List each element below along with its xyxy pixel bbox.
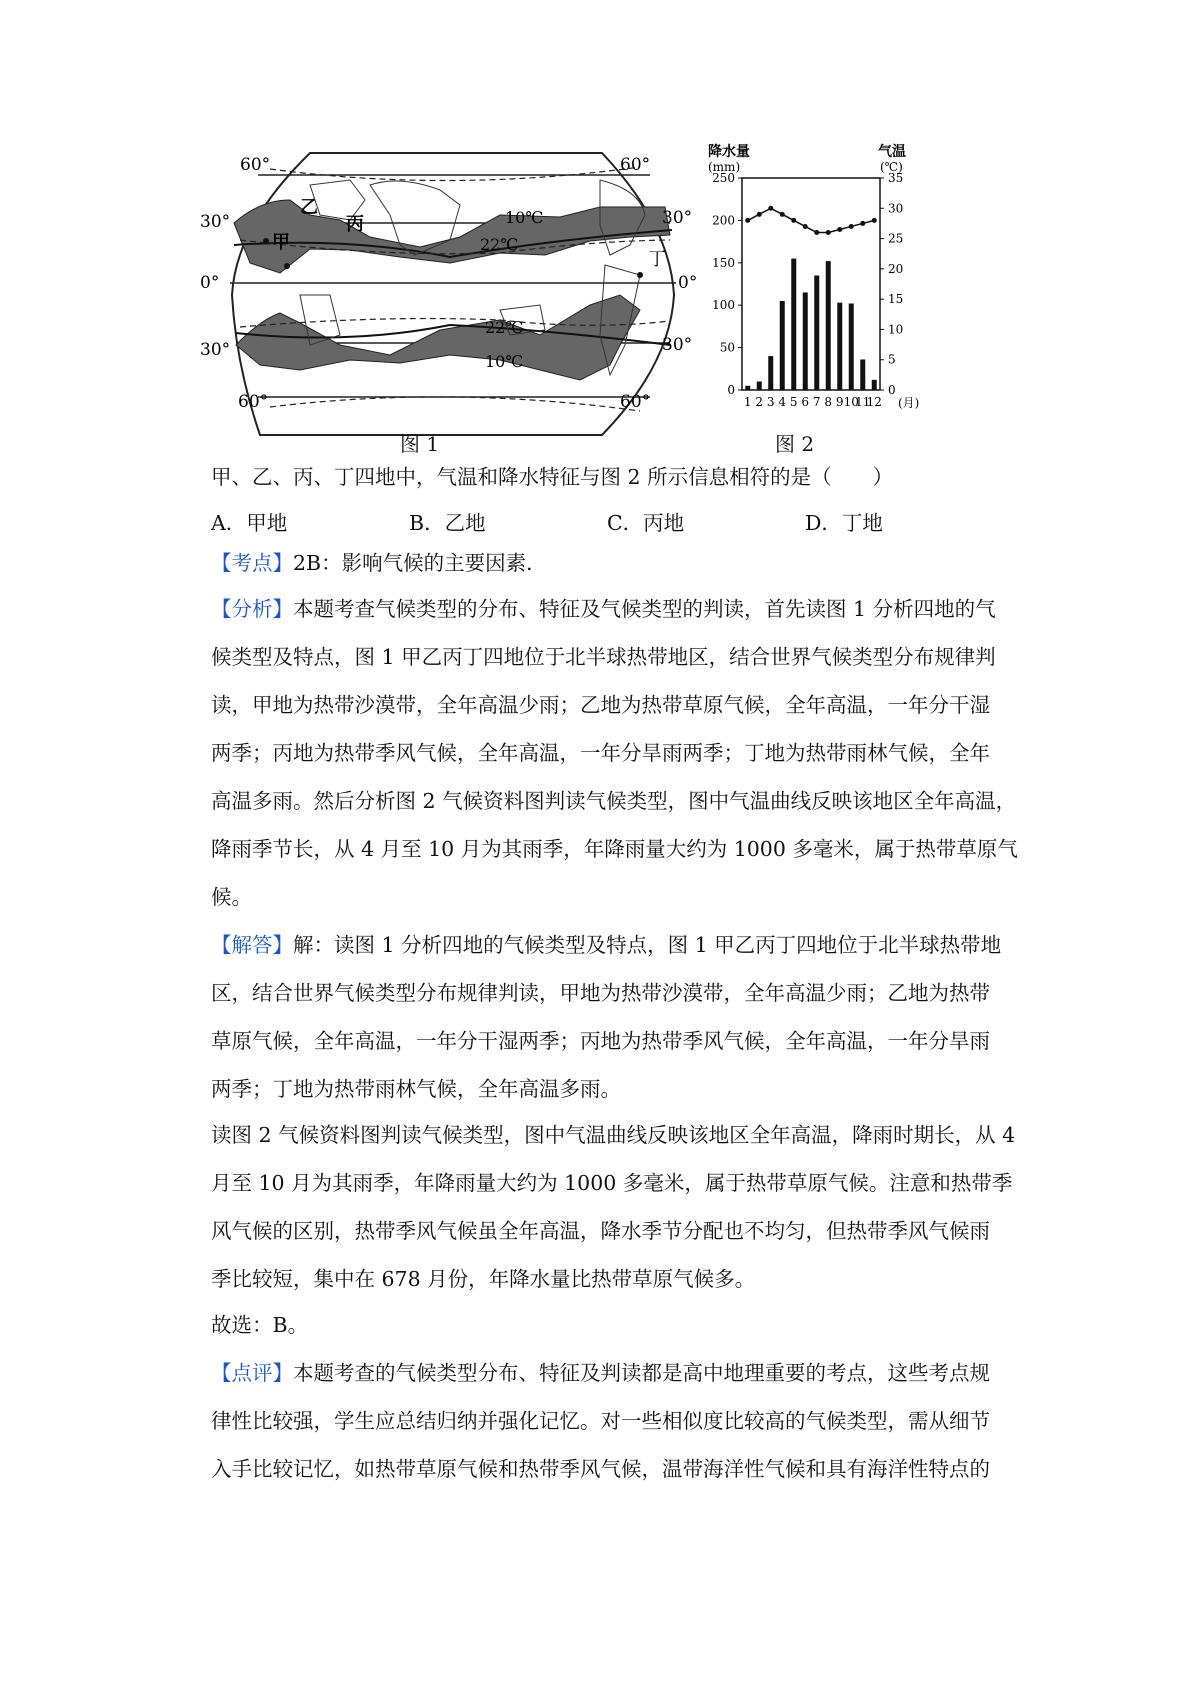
left-axis-tick-label: 200: [712, 213, 735, 228]
temperature-line: [748, 208, 875, 232]
month-tick-label: 6: [801, 395, 810, 409]
left-axis-tick-label: 100: [712, 298, 735, 313]
dianping-line-1: 律性比较强，学生应总结归纳并强化记忆。对一些相似度比较高的气候类型，需从细节: [211, 1409, 990, 1433]
jieda-line-7: 季比较短，集中在 678 月份，年降水量比热带草原气候多。: [211, 1267, 756, 1291]
chart-plot-frame: [742, 178, 880, 390]
precip-bar: [780, 301, 785, 390]
isotherm-label-s10: 10℃: [485, 352, 524, 371]
right-axis-tick-label: 35: [888, 171, 904, 185]
option-d: D．丁地: [805, 511, 883, 535]
lat-label-s30-right: 30°: [662, 335, 693, 355]
lat-label-n60-left: 60°: [240, 155, 271, 175]
option-a: A．甲地: [211, 511, 288, 535]
month-tick-label: 9: [835, 395, 844, 409]
month-tick-label: 4: [778, 395, 787, 409]
jieda-line-6: 风气候的区别，热带季风气候虽全年高温，降水季节分配也不均匀，但热带季风气候雨: [211, 1219, 990, 1243]
precip-bar: [791, 259, 796, 390]
precip-bar: [814, 276, 819, 390]
month-tick-label: 5: [789, 395, 798, 409]
kaodian-line: [211, 548, 1031, 578]
month-tick-label: 12: [866, 395, 882, 409]
chart-month-suffix: (月): [898, 396, 920, 410]
precip-bar: [745, 386, 750, 390]
temperature-point: [745, 218, 750, 223]
jieda-line-5: 月至 10 月为其雨季，年降雨量大约为 1000 多毫米，属于热带草原气候。注意和热带季: [211, 1171, 1013, 1195]
place-label-bing: 丙: [346, 214, 364, 235]
month-tick-label: 1: [743, 395, 752, 409]
jieda-line-3: 两季；丁地为热带雨林气候，全年高温多雨。: [211, 1077, 621, 1101]
temperature-point: [791, 218, 796, 223]
fenxi-line-4: 高温多雨。然后分析图 2 气候资料图判读气候类型，图中气温曲线反映该地区全年高温，: [211, 789, 1017, 813]
left-axis-tick-label: 0: [727, 383, 735, 397]
precip-bar: [757, 382, 762, 390]
place-label-jia: 甲: [272, 232, 290, 253]
chart-left-unit: (mm): [708, 160, 741, 174]
precip-bar: [768, 356, 773, 390]
fenxi-line-0: [211, 594, 1031, 624]
figure2-climate-chart: [700, 140, 930, 415]
precip-bar: [837, 303, 842, 390]
figure2-caption: 图 2: [775, 432, 815, 456]
isotherm-label-n22: 22℃: [480, 235, 519, 254]
right-axis-tick-label: 10: [888, 322, 904, 337]
temperature-point: [872, 218, 877, 223]
lat-label-n30-right: 30°: [662, 208, 693, 228]
fenxi-line-3: 两季；丙地为热带季风气候，全年高温，一年分旱雨两季；丁地为热带雨林气候，全年: [211, 741, 990, 765]
right-axis-tick-label: 15: [888, 292, 904, 307]
lat-label-s60-left: 60°: [238, 392, 269, 412]
temperature-point: [780, 212, 785, 217]
kaodian-text: 2B：影响气候的主要因素．: [293, 551, 547, 575]
lat-label-n30-left: 30°: [200, 212, 231, 232]
temperature-point: [768, 206, 773, 211]
month-tick-label: 3: [766, 395, 775, 409]
temperature-point: [860, 221, 865, 226]
dianping-tag: 【点评】: [211, 1361, 293, 1385]
right-axis-tick-label: 5: [888, 352, 896, 367]
jieda-text-0: 解：读图 1 分析四地的气候类型及特点，图 1 甲乙丙丁四地位于北半球热带地: [293, 933, 1002, 957]
precip-bar: [860, 359, 865, 390]
isotherm-label-n10: 10℃: [505, 208, 544, 227]
left-axis-tick-label: 150: [712, 255, 735, 270]
chart-right-title: 气温: [878, 144, 906, 160]
figure1-caption: 图 1: [400, 432, 440, 456]
fenxi-line-1: 候类型及特点，图 1 甲乙丙丁四地位于北半球热带地区，结合世界气候类型分布规律判: [211, 645, 996, 669]
right-axis-tick-label: 30: [888, 201, 904, 216]
dianping-line-0: [211, 1358, 1031, 1388]
precip-bar: [872, 380, 877, 390]
lat-label-n60-right: 60°: [620, 155, 651, 175]
place-label-yi: 乙: [300, 197, 318, 218]
dianping-line-2: 入手比较记忆，如热带草原气候和热带季风气候，温带海洋性气候和具有海洋性特点的: [211, 1457, 990, 1481]
jieda-line-2: 草原气候，全年高温，一年分干湿两季；丙地为热带季风气候，全年高温，一年分旱雨: [211, 1029, 990, 1053]
right-axis-tick-label: 20: [888, 261, 904, 276]
temperature-point: [803, 224, 808, 229]
chart-left-title: 降水量: [708, 144, 750, 160]
precip-bar: [826, 261, 831, 390]
option-b: B．乙地: [409, 511, 486, 535]
month-tick-label: 2: [755, 395, 764, 409]
figure1-world-map: [200, 145, 710, 445]
lat-label-s30-left: 30°: [200, 340, 231, 360]
temperature-point: [826, 230, 831, 235]
month-tick-label: 10: [843, 395, 859, 409]
question-stem: 甲、乙、丙、丁四地中，气温和降水特征与图 2 所示信息相符的是（ ）: [211, 465, 894, 489]
option-c: C．丙地: [607, 511, 685, 535]
temperature-point: [814, 230, 819, 235]
lat-label-s60-right: 60°: [620, 392, 651, 412]
jieda-answer: 故选：B。: [211, 1313, 309, 1337]
isotherm-label-s22: 22℃: [485, 318, 524, 337]
right-axis-tick-label: 25: [888, 231, 904, 246]
fenxi-line-5: 降雨季节长，从 4 月至 10 月为其雨季，年降雨量大约为 1000 多毫米，属于热带草原气: [211, 837, 1018, 861]
left-axis-tick-label: 250: [712, 171, 735, 185]
left-axis-tick-label: 50: [719, 340, 735, 355]
jieda-line-4: 读图 2 气候资料图判读气候类型，图中气温曲线反映该地区全年高温，降雨时期长，从 4: [211, 1123, 1016, 1147]
kaodian-tag: 【考点】: [211, 551, 293, 575]
precip-bar: [849, 304, 854, 390]
jieda-tag: 【解答】: [211, 933, 293, 957]
chart-right-unit: (℃): [880, 160, 903, 174]
fenxi-line-6: 候。: [211, 885, 252, 909]
fenxi-line-2: 读，甲地为热带沙漠带，全年高温少雨；乙地为热带草原气候，全年高温，一年分干湿: [211, 693, 990, 717]
place-label-ding: 丁: [648, 249, 666, 270]
jieda-line-1: 区，结合世界气候类型分布规律判读，甲地为热带沙漠带，全年高温少雨；乙地为热带: [211, 981, 990, 1005]
map-outline: [232, 153, 674, 435]
temperature-point: [757, 212, 762, 217]
lat-label-eq-left: 0°: [200, 273, 220, 293]
fenxi-tag: 【分析】: [211, 597, 293, 621]
fenxi-text-0: 本题考查气候类型的分布、特征及气候类型的判读，首先读图 1 分析四地的气: [293, 597, 996, 621]
lat-label-eq-right: 0°: [678, 273, 698, 293]
dianping-text-0: 本题考查的气候类型分布、特征及判读都是高中地理重要的考点，这些考点规: [293, 1361, 990, 1385]
month-tick-label: 8: [824, 395, 833, 409]
temperature-point: [849, 224, 854, 229]
jieda-line-0: [211, 930, 1031, 960]
right-axis-tick-label: 0: [888, 383, 896, 397]
month-tick-label: 11: [855, 395, 871, 409]
month-tick-label: 7: [812, 395, 821, 409]
precip-bar: [803, 292, 808, 390]
temperature-point: [837, 227, 842, 232]
